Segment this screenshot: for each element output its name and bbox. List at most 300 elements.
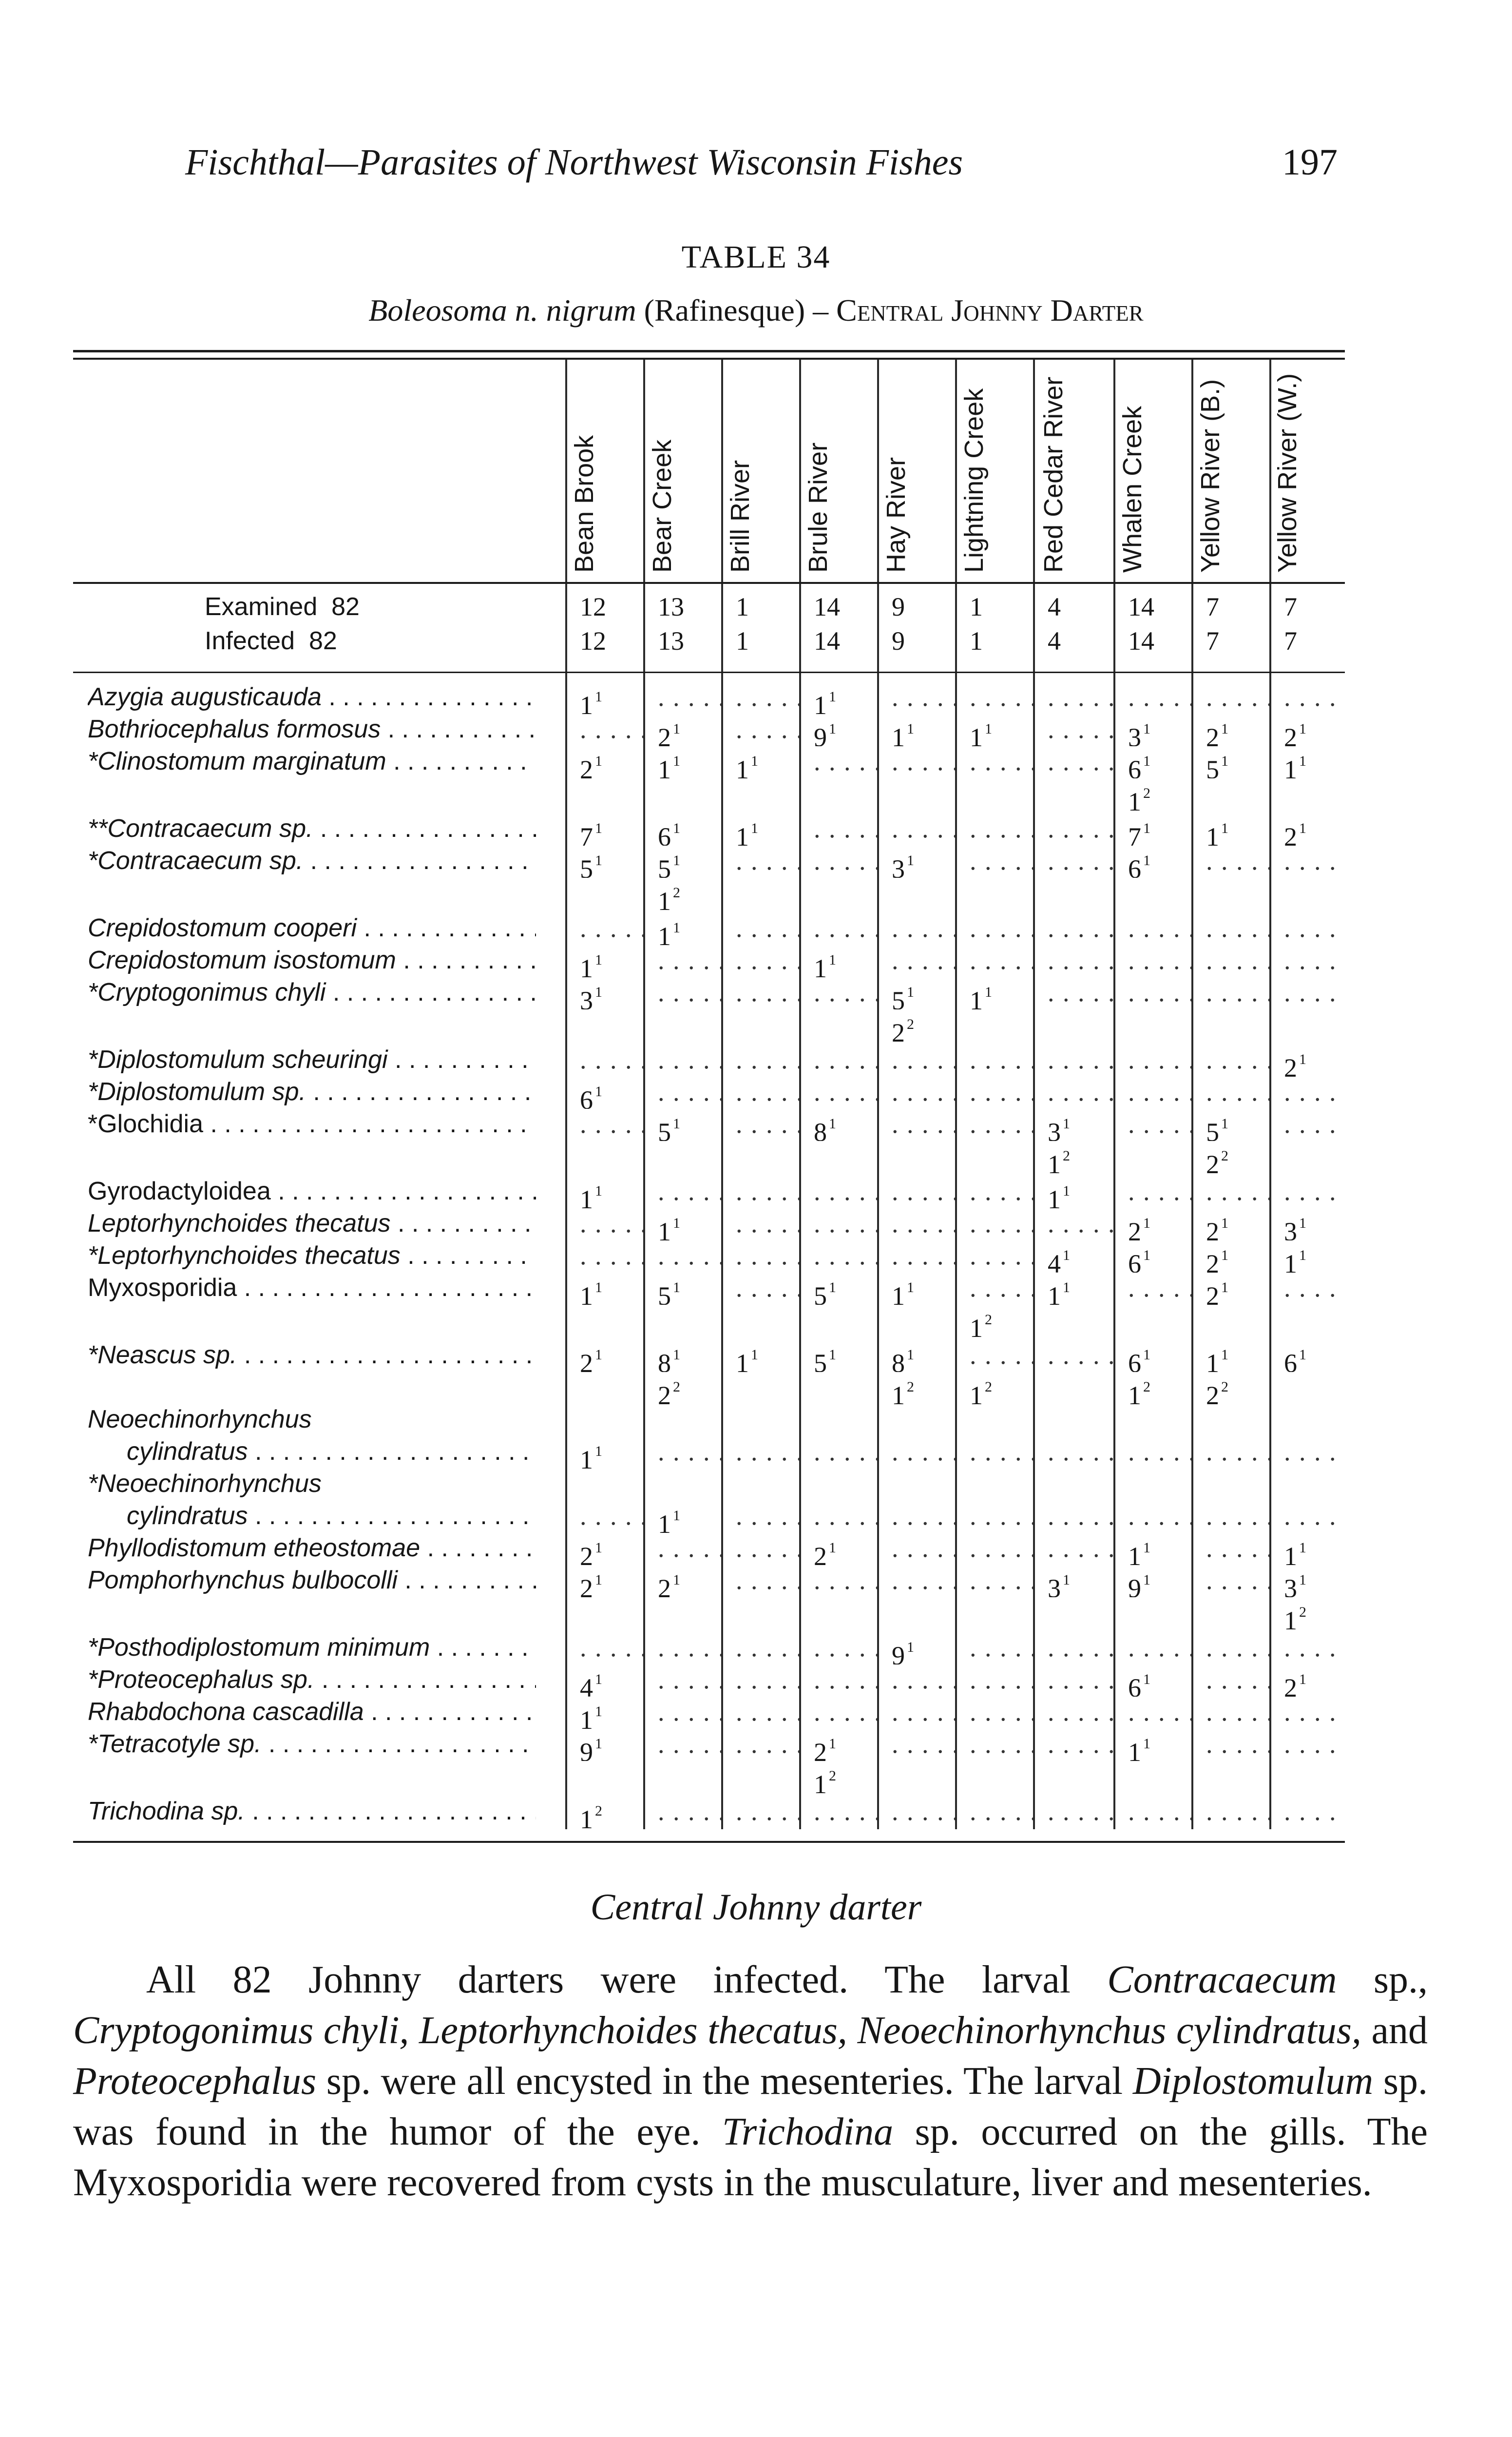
empty-cell — [877, 911, 955, 945]
empty-cell — [799, 1206, 877, 1240]
empty-cell — [799, 1663, 877, 1697]
table-rule — [73, 582, 1345, 584]
continuation-cell — [643, 776, 721, 811]
empty-cell — [1033, 680, 1113, 714]
empty-cell — [955, 1630, 1033, 1664]
paragraph-text: sp. were all encysted in the mesenteries. The larval — [316, 2060, 1133, 2103]
empty-cell — [1033, 911, 1113, 945]
infection-cell: 3 $^1$ — [1128, 721, 1150, 746]
empty-cell — [955, 1075, 1033, 1109]
continuation-cell — [1191, 1007, 1269, 1042]
column-header: Yellow River (W.) — [1272, 373, 1302, 573]
continuation-cell — [1033, 1303, 1113, 1337]
continuation-cell — [721, 876, 799, 910]
infection-cell: 1 $^2$ — [970, 1312, 992, 1337]
empty-cell — [721, 1630, 799, 1664]
infection-cell: 3 $^1$ — [580, 984, 602, 1009]
empty-cell — [1269, 1499, 1345, 1533]
empty-cell — [1269, 943, 1345, 977]
column-header: Yellow River (B.) — [1196, 379, 1225, 573]
infection-cell: 4 $^1$ — [1048, 1247, 1070, 1273]
continuation-cell — [1269, 1303, 1345, 1337]
infection-cell: 2 $^1$ — [580, 1347, 602, 1372]
continuation-cell — [955, 1139, 1033, 1173]
empty-cell — [565, 1630, 643, 1664]
continuation-cell — [877, 1402, 955, 1436]
running-head — [173, 136, 1342, 190]
parasite-name: cylindratus . . . — [127, 1434, 536, 1469]
continuation-cell — [721, 1467, 799, 1501]
infection-cell: 1 $^1$ — [658, 920, 680, 945]
parasite-name: *Neascus sp. . . . — [88, 1338, 536, 1372]
infection-cell: 1 $^1$ — [580, 1443, 602, 1469]
empty-cell — [1113, 1630, 1191, 1664]
empty-cell — [721, 1043, 799, 1077]
continuation-cell — [955, 1595, 1033, 1629]
empty-cell — [1033, 1434, 1113, 1469]
continuation-cell — [799, 1402, 877, 1436]
infection-cell: 6 $^1$ — [1128, 852, 1150, 878]
infection-cell: 1 $^1$ — [1128, 1540, 1150, 1565]
empty-cell — [1033, 744, 1113, 778]
table-rule — [73, 358, 1345, 360]
empty-cell — [799, 1043, 877, 1077]
empty-cell — [721, 1695, 799, 1729]
empty-cell — [877, 680, 955, 714]
empty-cell — [877, 943, 955, 977]
empty-cell — [799, 1630, 877, 1664]
infection-cell: 6 $^1$ — [580, 1083, 602, 1109]
infection-cell: 1 $^1$ — [1048, 1183, 1070, 1208]
continuation-cell — [1033, 1467, 1113, 1501]
examined-count: 13 — [658, 592, 684, 621]
infection-cell: 8 $^1$ — [814, 1116, 836, 1141]
empty-cell — [799, 844, 877, 878]
empty-cell — [799, 1434, 877, 1469]
infection-cell: 2 $^1$ — [1284, 1671, 1306, 1697]
infection-cell: 1 $^1$ — [580, 1183, 602, 1208]
infected-count: 14 — [814, 626, 840, 656]
infection-cell: 1 $^2$ — [814, 1768, 836, 1793]
empty-cell — [721, 1563, 799, 1597]
empty-cell — [955, 1238, 1033, 1273]
continuation-cell — [877, 876, 955, 910]
empty-cell — [955, 1531, 1033, 1565]
continuation-cell — [1113, 1139, 1191, 1173]
examined-count: 12 — [580, 592, 606, 621]
empty-cell — [799, 1499, 877, 1533]
parasite-name: *Contracaecum sp. . . . — [88, 844, 536, 878]
infected-count: 9 — [892, 626, 905, 656]
empty-cell — [1269, 1727, 1345, 1761]
continuation-cell — [877, 776, 955, 811]
continuation-cell — [643, 1007, 721, 1042]
infection-cell: 7 $^1$ — [1128, 820, 1150, 846]
empty-cell — [1113, 1794, 1191, 1828]
empty-cell — [721, 1499, 799, 1533]
empty-cell — [955, 1107, 1033, 1141]
infection-cell: 2 $^1$ — [658, 721, 680, 746]
empty-cell — [1113, 975, 1191, 1009]
infection-cell: 1 $^1$ — [970, 984, 992, 1009]
column-header: Red Cedar River — [1038, 376, 1068, 573]
parasite-name: *Clinostomum marginatum . . . — [88, 744, 536, 778]
continuation-cell — [1033, 776, 1113, 811]
empty-cell — [1113, 1107, 1191, 1141]
empty-cell — [955, 1206, 1033, 1240]
continuation-cell — [1269, 1139, 1345, 1173]
infection-cell: 1 $^1$ — [1206, 820, 1228, 846]
empty-cell — [799, 1238, 877, 1273]
table-rule — [73, 672, 1345, 673]
continuation-cell — [799, 776, 877, 811]
continuation-cell — [799, 1007, 877, 1042]
empty-cell — [877, 1531, 955, 1565]
infection-cell: 1 $^2$ — [1128, 785, 1150, 811]
empty-cell — [643, 1238, 721, 1273]
empty-cell — [799, 975, 877, 1009]
empty-cell — [565, 1043, 643, 1077]
infection-cell: 5 $^1$ — [814, 1279, 836, 1305]
empty-cell — [721, 1727, 799, 1761]
empty-cell — [721, 1794, 799, 1828]
infection-cell: 1 $^1$ — [658, 1508, 680, 1533]
infection-cell: 1 $^1$ — [1128, 1736, 1150, 1761]
infection-cell: 5 $^1$ — [658, 852, 680, 878]
empty-cell — [1191, 1174, 1269, 1208]
parasite-name: Neoechinorhynchus — [88, 1405, 312, 1433]
column-header: Bean Brook — [570, 435, 599, 573]
infection-cell: 2 $^2$ — [1206, 1379, 1228, 1404]
empty-cell — [877, 1107, 955, 1141]
empty-cell — [955, 943, 1033, 977]
infection-cell: 1 $^1$ — [1284, 1540, 1306, 1565]
empty-cell — [955, 1434, 1033, 1469]
empty-cell — [1191, 1499, 1269, 1533]
empty-cell — [1269, 911, 1345, 945]
continuation-cell — [877, 1303, 955, 1337]
paragraph-text: and — [1361, 2009, 1428, 2052]
continuation-cell — [721, 1595, 799, 1629]
empty-cell — [1033, 1075, 1113, 1109]
infection-cell: 6 $^1$ — [658, 820, 680, 846]
empty-cell — [799, 1794, 877, 1828]
infection-cell: 2 $^1$ — [1284, 820, 1306, 846]
infection-cell: 1 $^1$ — [580, 952, 602, 977]
empty-cell — [955, 1271, 1033, 1305]
empty-cell — [643, 943, 721, 977]
empty-cell — [1269, 1630, 1345, 1664]
empty-cell — [1033, 1794, 1113, 1828]
parasite-name: Phyllodistomum etheostomae . . . — [88, 1531, 536, 1565]
infection-cell: 7 $^1$ — [580, 820, 602, 846]
paragraph-text: All 82 Johnny darters were infected. The larval — [146, 1958, 1108, 2001]
paragraph-text: sp., — [1337, 1958, 1428, 2001]
continuation-cell — [1269, 1007, 1345, 1042]
empty-cell — [877, 1727, 955, 1761]
infection-cell: 9 $^1$ — [814, 721, 836, 746]
empty-cell — [1191, 943, 1269, 977]
empty-cell — [721, 1174, 799, 1208]
continuation-cell — [1191, 1759, 1269, 1793]
empty-cell — [721, 712, 799, 746]
continuation-cell — [955, 1402, 1033, 1436]
empty-cell — [643, 1075, 721, 1109]
continuation-cell — [1269, 1402, 1345, 1436]
empty-cell — [877, 1563, 955, 1597]
infection-cell: 1 $^1$ — [736, 820, 758, 846]
continuation-cell — [1113, 1402, 1191, 1436]
empty-cell — [1033, 1206, 1113, 1240]
empty-cell — [1269, 680, 1345, 714]
continuation-cell — [955, 876, 1033, 910]
continuation-cell — [1191, 1595, 1269, 1629]
empty-cell — [955, 1174, 1033, 1208]
table-caption — [0, 292, 1512, 329]
infected-count: 7 — [1206, 626, 1219, 656]
empty-cell — [877, 1794, 955, 1828]
empty-cell — [721, 1107, 799, 1141]
continuation-cell — [1191, 1402, 1269, 1436]
species-name: Trichodina — [722, 2110, 894, 2153]
empty-cell — [877, 812, 955, 846]
infection-cell: 1 $^1$ — [1206, 1347, 1228, 1372]
infection-cell: 1 $^2$ — [892, 1379, 914, 1404]
empty-cell — [1113, 1499, 1191, 1533]
examined-count: 7 — [1284, 592, 1297, 621]
empty-cell — [799, 1075, 877, 1109]
examined-count: 14 — [814, 592, 840, 621]
infection-cell: 3 $^1$ — [1284, 1215, 1306, 1240]
continuation-cell — [1113, 1467, 1191, 1501]
empty-cell — [955, 1727, 1033, 1761]
infection-cell: 5 $^1$ — [814, 1347, 836, 1372]
empty-cell — [877, 1075, 955, 1109]
continuation-cell — [877, 1467, 955, 1501]
infection-cell: 2 $^1$ — [1206, 1215, 1228, 1240]
infection-cell: 1 $^1$ — [580, 1703, 602, 1729]
parasite-name: *Leptorhynchoides thecatus . . . — [88, 1238, 536, 1273]
column-header: Hay River — [881, 457, 911, 573]
empty-cell — [1191, 1434, 1269, 1469]
empty-cell — [643, 1174, 721, 1208]
paragraph-text: sp. was found in the humor of the eye. — [73, 2060, 1428, 2153]
infection-cell: 1 $^2$ — [1128, 1379, 1150, 1404]
species-name: Contracaecum — [1107, 1958, 1337, 2001]
continuation-cell — [799, 1370, 877, 1404]
infection-cell: 9 $^1$ — [1128, 1572, 1150, 1597]
empty-cell — [1113, 1695, 1191, 1729]
empty-cell — [877, 1238, 955, 1273]
continuation-cell — [799, 1303, 877, 1337]
examined-count: 4 — [1048, 592, 1061, 621]
empty-cell — [877, 1695, 955, 1729]
infection-cell: 5 $^1$ — [892, 984, 914, 1009]
continuation-cell — [721, 1370, 799, 1404]
empty-cell — [1113, 943, 1191, 977]
empty-cell — [799, 1695, 877, 1729]
infection-cell: 5 $^1$ — [658, 1279, 680, 1305]
infection-cell: 4 $^1$ — [580, 1671, 602, 1697]
empty-cell — [643, 975, 721, 1009]
empty-cell — [1191, 975, 1269, 1009]
continuation-cell — [721, 1139, 799, 1173]
infection-cell: 3 $^1$ — [1048, 1116, 1070, 1141]
empty-cell — [1113, 1075, 1191, 1109]
infected-count: 1 — [736, 626, 749, 656]
caption-common-name: Central Johnny Darter — [836, 293, 1144, 328]
empty-cell — [1033, 712, 1113, 746]
empty-cell — [799, 744, 877, 778]
empty-cell — [1269, 1794, 1345, 1828]
caption-species: Boleosoma n. nigrum — [368, 293, 636, 328]
infection-cell: 2 $^2$ — [1206, 1148, 1228, 1173]
empty-cell — [955, 812, 1033, 846]
parasite-name: Crepidostomum cooperi . . . — [88, 911, 536, 945]
continuation-cell — [955, 1007, 1033, 1042]
empty-cell — [721, 1663, 799, 1697]
parasite-name: *Neoechinorhynchus — [88, 1470, 322, 1498]
empty-cell — [1033, 1727, 1113, 1761]
continuation-cell — [955, 776, 1033, 811]
empty-cell — [1191, 1663, 1269, 1697]
empty-cell — [877, 1499, 955, 1533]
empty-cell — [877, 1206, 955, 1240]
empty-cell — [1113, 1271, 1191, 1305]
continuation-cell — [1191, 1467, 1269, 1501]
examined-count: 7 — [1206, 592, 1219, 621]
parasite-name: Pomphorhynchus bulbocolli . . . — [88, 1563, 536, 1597]
species-name: Cryptogonimus chyli, Leptorhynchoides thecatus, Neoechinorhynchus cylindratus, — [73, 2009, 1361, 2052]
infection-cell: 1 $^1$ — [892, 1279, 914, 1305]
continuation-cell — [721, 776, 799, 811]
empty-cell — [955, 1499, 1033, 1533]
empty-cell — [721, 1531, 799, 1565]
examined-count: 9 — [892, 592, 905, 621]
infection-cell: 1 $^1$ — [580, 689, 602, 714]
infection-cell: 5 $^1$ — [658, 1116, 680, 1141]
empty-cell — [1269, 1107, 1345, 1141]
continuation-cell — [565, 1595, 643, 1629]
empty-cell — [1269, 1075, 1345, 1109]
continuation-cell — [877, 1595, 955, 1629]
infected-count: 12 — [580, 626, 606, 656]
infection-cell: 1 $^1$ — [814, 689, 836, 714]
infection-cell: 5 $^1$ — [1206, 753, 1228, 778]
table-label: TABLE 34 — [681, 239, 831, 275]
parasite-name: Gyrodactyloidea . . . — [88, 1174, 536, 1208]
continuation-cell — [877, 1139, 955, 1173]
infected-count: 14 — [1128, 626, 1154, 656]
infection-cell: 5 $^1$ — [580, 852, 602, 878]
parasite-name: *Tetracotyle sp. . . . — [88, 1727, 536, 1761]
infection-cell: 2 $^1$ — [580, 1572, 602, 1597]
infection-cell: 2 $^1$ — [658, 1572, 680, 1597]
parasite-name: Crepidostomum isostomum . . . — [88, 943, 536, 977]
empty-cell — [955, 1338, 1033, 1372]
empty-cell — [1033, 1499, 1113, 1533]
infection-cell: 1 $^1$ — [1284, 1247, 1306, 1273]
infection-cell: 2 $^1$ — [1206, 1279, 1228, 1305]
continuation-cell — [565, 1303, 643, 1337]
empty-cell — [877, 744, 955, 778]
empty-cell — [721, 1075, 799, 1109]
empty-cell — [721, 943, 799, 977]
infection-cell: 1 $^2$ — [580, 1803, 602, 1828]
body-paragraph — [73, 1954, 1428, 2208]
infection-cell: 6 $^1$ — [1128, 753, 1150, 778]
continuation-cell — [799, 1595, 877, 1629]
empty-cell — [799, 1563, 877, 1597]
continuation-cell — [799, 876, 877, 910]
parasite-name: Azygia augusticauda . . . — [88, 680, 536, 714]
empty-cell — [1191, 1531, 1269, 1565]
infection-cell: 1 $^2$ — [1284, 1604, 1306, 1629]
empty-cell — [1191, 844, 1269, 878]
empty-cell — [1269, 1271, 1345, 1305]
continuation-cell — [1113, 1759, 1191, 1793]
empty-cell — [1033, 1695, 1113, 1729]
infected-count: 4 — [1048, 626, 1061, 656]
infection-cell: 2 $^1$ — [580, 1540, 602, 1565]
empty-cell — [1113, 1174, 1191, 1208]
parasite-name: cylindratus . . . — [127, 1499, 536, 1533]
infection-cell: 8 $^1$ — [658, 1347, 680, 1372]
empty-cell — [721, 911, 799, 945]
empty-cell — [1269, 1174, 1345, 1208]
empty-cell — [643, 1794, 721, 1828]
empty-cell — [565, 1107, 643, 1141]
empty-cell — [1191, 1630, 1269, 1664]
continuation-cell — [643, 1467, 721, 1501]
continuation-cell — [643, 1402, 721, 1436]
parasite-name: *Diplostomulum sp. . . . — [88, 1075, 536, 1109]
empty-cell — [799, 911, 877, 945]
parasite-name: Myxosporidia . . . — [88, 1271, 536, 1305]
empty-cell — [1033, 1043, 1113, 1077]
parasite-name: Bothriocephalus formosus . . . — [88, 712, 536, 746]
infection-cell: 6 $^1$ — [1284, 1347, 1306, 1372]
empty-cell — [1033, 1663, 1113, 1697]
continuation-cell — [1033, 1595, 1113, 1629]
continuation-cell — [643, 1303, 721, 1337]
infection-cell: 2 $^1$ — [1206, 1247, 1228, 1273]
infection-cell: 1 $^1$ — [736, 753, 758, 778]
infection-cell: 2 $^1$ — [1284, 1051, 1306, 1077]
empty-cell — [955, 1794, 1033, 1828]
continuation-cell — [1113, 1595, 1191, 1629]
table-rule — [73, 350, 1345, 352]
empty-cell — [877, 1663, 955, 1697]
empty-cell — [1113, 1434, 1191, 1469]
continuation-cell — [1113, 1303, 1191, 1337]
continuation-cell — [1033, 1007, 1113, 1042]
continuation-cell — [565, 1370, 643, 1404]
infection-cell: 1 $^1$ — [658, 1215, 680, 1240]
continuation-cell — [565, 776, 643, 811]
continuation-cell — [1269, 776, 1345, 811]
infection-cell: 2 $^1$ — [814, 1736, 836, 1761]
empty-cell — [799, 812, 877, 846]
infected-label: Infected 82 — [205, 627, 337, 655]
infection-cell: 8 $^1$ — [892, 1347, 914, 1372]
empty-cell — [565, 712, 643, 746]
running-title: Fischthal—Parasites of Northwest Wisconsin Fishes — [185, 142, 963, 183]
empty-cell — [1269, 844, 1345, 878]
infection-cell: 9 $^1$ — [892, 1639, 914, 1664]
paragraph-text: sp. occurred on the gills. The Myxosporidia were recovered from cysts in the musculature, liver and mesenteries. — [73, 2110, 1428, 2204]
empty-cell — [643, 1043, 721, 1077]
